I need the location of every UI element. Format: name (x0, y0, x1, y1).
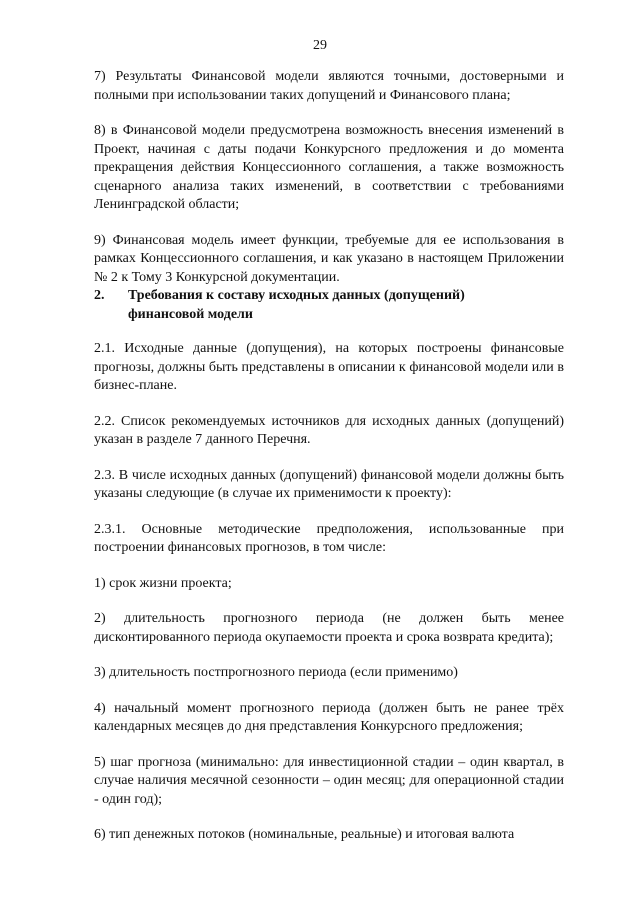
sub-item-3: 3) длительность постпрогнозного периода (если применимо) (94, 665, 458, 680)
section-number: 2. (94, 288, 105, 303)
sub-item-4: 4) начальный момент прогнозного периода (должен быть не ранее трёх календарных месяцев до дня представления Конкурсного предложения; (94, 700, 564, 734)
sub-item-1: 1) срок жизни проекта; (94, 575, 232, 591)
section-heading (94, 287, 564, 324)
sub-item-2: 2) длительность прогнозного периода (не должен быть менее дисконтированного периода окупаемости проекта и срока возврата кредита); (94, 611, 564, 645)
section-title: Требования к составу исходных данных (допущений) финансовой модели (128, 288, 465, 322)
list-item-7: 7) Результаты Финансовой модели являются точными, достоверными и полными при использовании таких допущений и Финансового плана; (94, 69, 564, 103)
clause-2-3: 2.3. В числе исходных данных (допущений) финансовой модели должны быть указаны следующие (в случае их применимости к проекту): (94, 467, 564, 501)
document-body (94, 68, 564, 845)
page-number: 29 (313, 38, 327, 53)
clause-2-2: 2.2. Список рекомендуемых источников для исходных данных (допущений) указан в разделе 7 данного Перечня. (94, 413, 564, 447)
list-item-8: 8) в Финансовой модели предусмотрена возможность внесения изменений в Проект, начиная с даты подачи Конкурсного предложения и до момента прекращения действия Концессионного соглашения, а также возможность сценарного анализа таких изменений, в соответствии с требованиями Ленинградской области; (94, 123, 564, 212)
sub-item-5: 5) шаг прогноза (минимально: для инвестиционной стадии – один квартал, в случае наличия месячной сезонности – один месяц; для операционной стадии - один год); (94, 754, 564, 807)
list-item-9: 9) Финансовая модель имеет функции, требуемые для ее использования в рамках Концессионного соглашения, и как указано в настоящем Приложении № 2 к Тому 3 Конкурсной документации. (94, 232, 564, 285)
clause-2-1: 2.1. Исходные данные (допущения), на которых построены финансовые прогнозы, должны быть представлены в описании к финансовой модели или в бизнес-плане. (94, 341, 564, 393)
clause-2-3-1: 2.3.1. Основные методические предположения, использованные при построении финансовых прогнозов, в том числе: (94, 521, 564, 555)
sub-item-6: 6) тип денежных потоков (номинальные, реальные) и итоговая валюта (94, 827, 515, 842)
